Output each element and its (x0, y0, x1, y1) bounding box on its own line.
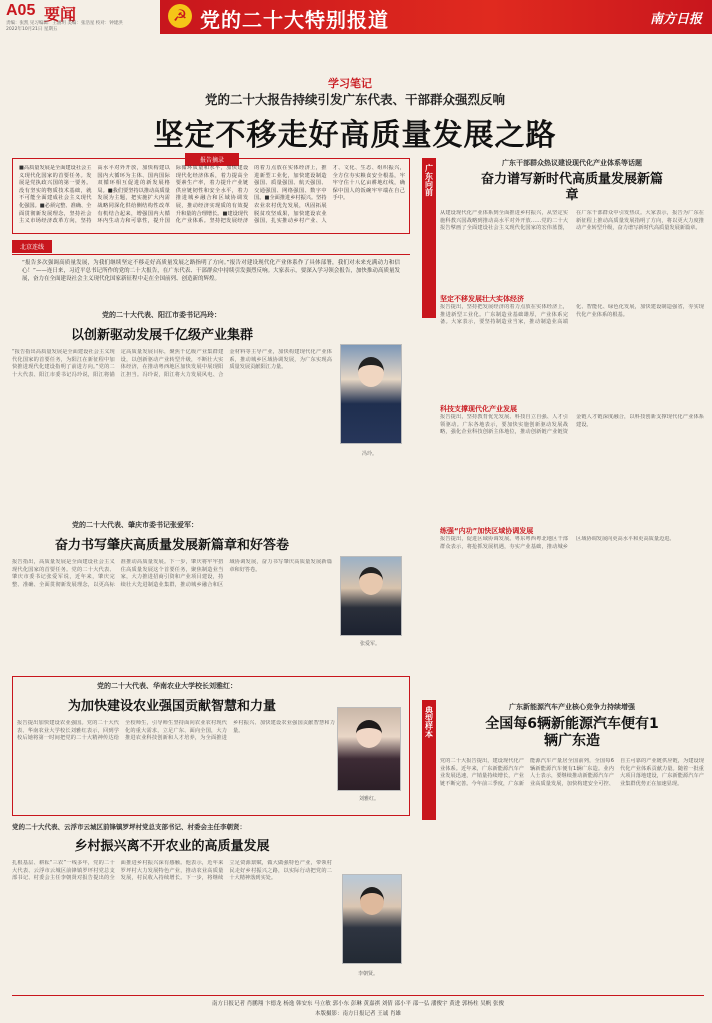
r1-subhead-1: 坚定不移发展壮大实体经济 (440, 295, 524, 303)
page-header (0, 0, 712, 34)
r2-body: 党的二十大报告提出，建设现代化产业体系。近年来，广东新能源汽车产业发展迅速，产销量持续增长，产业链不断完善。今年前三季度，广东新能源汽车产量居全国前列，全国每6辆新能源汽车便有1辆广东造。业内人士表示，要继续推动新能源汽车产业高质量发展，加快构建安全可控、自主可靠的产业链供应链，为建设现代化产业体系贡献力量。随着一批重大项目落地建设，广东新能源汽车产业集群优势正在加速显现。 (440, 758, 704, 787)
r1-subhead-3: 练强“内功”加快区域协调发展 (440, 527, 534, 535)
page-number: A05 (6, 2, 36, 19)
a1-kicker: 党的二十大代表、阳江市委书记冯玲： (102, 311, 221, 319)
a4-photo (342, 874, 402, 964)
banner-title: 党的二十大特别报道 (200, 8, 389, 32)
a3-caption: 刘雅红。 (359, 796, 380, 802)
r2-title: 全国每6辆新能源汽车便有1辆广东造 (485, 716, 659, 749)
a2-body: 报告指出，高质量发展是全面建设社会主义现代化国家的首要任务。党的二十大代表、肇庆市委书记张爱军说，近年来，肇庆完整、准确、全面贯彻新发展理念，以更高标准推动高质量发展。下一步，肇庆将牢牢扭住高质量发展这个首要任务，聚焦制造业当家，大力推进招商引资和产业项目建设，持续壮大先进制造业集群，推动城乡融合和区域协调发展，奋力书写肇庆高质量发展新篇章和好答卷。 (12, 559, 332, 588)
article-scau (12, 676, 410, 816)
a2-title: 奋力书写肇庆高质量发展新篇章和好答卷 (54, 538, 289, 553)
a4-body: 扎根基层、耕耘“三农”一线多年，党的二十大代表、云浮市云城区前锋镇罗坪村党总支部书记、村委会主任李朝贤对报告提出的全面推进乡村振兴深有感触。他表示，近年来罗坪村大力发展特色产业，推动农业高质量发展，村民收入持续增长。下一步，将继续立足资源禀赋，做大做强特色产业，带领村民走好乡村振兴之路，以实际行动把党的二十大精神落到实处。 (12, 860, 332, 882)
article-zhaoqing (12, 520, 410, 670)
r1-kicker: 广东干部群众热议建设现代化产业体系等话题 (502, 159, 642, 167)
main-headline: 坚定不移走好高质量发展之路 (153, 118, 557, 153)
right-article-1 (440, 158, 704, 698)
study-tag-label: 学习笔记 (328, 77, 372, 90)
party-emblem-icon: ☭ (168, 4, 192, 28)
excerpt-label: 报告摘录 (185, 153, 239, 166)
study-subtitle: 党的二十大报告持续引发广东代表、干部群众强烈反响 (204, 92, 505, 107)
a2-caption: 张爱军。 (360, 641, 381, 647)
a1-caption: 冯玲。 (362, 451, 378, 457)
a3-body: 报告提出加快建设农业强国。党的二十大代表、华南农业大学校长刘雅红表示，回到学校后她将第一时间把党的二十大精神传达给全校师生，引导师生坚持面向农业农村现代化的重大需求，立足广东、面向全国，大力推进农业科技创新和人才培养，为全面推进乡村振兴、加快建设农业强国贡献智慧和力量。 (17, 720, 335, 742)
beijing-label: 北京连线 (12, 240, 52, 253)
beijing-text: “报告多次强调高质量发展，为我们继续坚定不移走好高质量发展之路指明了方向。”报告对建设现代化产业体系作了具体部署，我们对未来充满动力和信心！”——连日来，习近平总书记所作的党的二十大报告，在广东代表、干部群众中持续引发强烈反响。大家表示，要深入学习领会报告，加快推动高质量发展，奋力在全面建设社会主义现代化国家新征程中走在全国前列、创造新的辉煌。 (22, 260, 400, 282)
side-tab-sample (422, 700, 436, 820)
side-tab-label: 广东向前 (424, 164, 434, 196)
a3-photo (337, 707, 401, 791)
newspaper-logo: 南方日报 (649, 12, 702, 27)
section-name: 要闻 (44, 5, 77, 24)
a4-title: 乡村振兴离不开农业的高质量发展 (74, 839, 270, 854)
r1-title: 奋力谱写新时代高质量发展新篇章 (480, 172, 663, 203)
beijing-section (12, 240, 410, 304)
special-banner (160, 0, 712, 34)
study-tag (290, 72, 410, 91)
r2-kicker: 广东新能源汽车产业核心竞争力持续增强 (509, 703, 635, 711)
article-luoping (12, 822, 410, 990)
r1-subhead-2: 科技支撑现代化产业发展 (440, 405, 517, 413)
a2-kicker: 党的二十大代表、肇庆市委书记张爱军： (72, 521, 198, 529)
r1-body: 从建设现代化产业体系到全面推进乡村振兴，从坚定实施科教兴国战略到推动高水平对外开放……党的二十大报告擘画了全面建设社会主义现代化国家的宏伟蓝图，在广东干部群众中引发热议。大家表示，报告为广东在新征程上推动高质量发展指明了方向，将以更大力度推动产业转型升级，奋力谱写新时代高质量发展新篇章。 (440, 210, 704, 232)
footer-reporters: 南方日报记者 肖鹏翔 卞德龙 杨逸 韩安东 马立敏 郭小东 彭琳 黄嘉祺 刘倩 邵小平 邵一弘 潘俊宇 黄进 郭杨柱 吴帆 张俊 (212, 1001, 504, 1007)
a3-title: 为加快建设农业强国贡献智慧和力量 (67, 699, 276, 714)
a1-body: “报告指出高质量发展是全面建设社会主义现代化国家的首要任务，为阳江在新征程中加快推进现代化建设指明了前进方向。”党的二十大代表、阳江市委书记冯玲说，阳江将锚定高质量发展目标，聚焦千亿级产业集群建设，以创新驱动产业转型升级，不断壮大实体经济，在推动粤西地区加快发展中展现阳江担当。冯玲说，阳江将大力发展风电、合金材料等主导产业，加快构建现代化产业体系，推动城乡区域协调发展，为广东实现高质量发展贡献阳江力量。 (12, 349, 332, 378)
a4-kicker: 党的二十大代表、云浮市云城区前锋镇罗坪村党总支部书记、村委会主任李朝贤： (12, 823, 246, 831)
article-yangjiang (12, 310, 410, 520)
a3-kicker: 党的二十大代表、华南农业大学校长刘雅红： (97, 682, 237, 690)
right-article-2 (440, 702, 704, 1002)
side-tab-label-2: 典型样本 (424, 706, 434, 738)
header-credits: 责编：张凯 见习编辑：王涵玥 美编：张浩星 校对：钟建洪 (6, 21, 123, 26)
r1-body-2: 报告提出，坚持教育优先发展、科技自立自强、人才引领驱动。广东各地表示，要加快实施创新驱动发展战略，强化企业科技创新主体地位，推动创新链产业链资金链人才链深度融合，以科技创新支撑现代化产业体系建设。 (440, 414, 704, 436)
a1-photo (340, 344, 402, 444)
excerpt-box (12, 158, 410, 234)
r1-body-3: 报告提出，促进区域协调发展。粤东粤西粤北地区干部群众表示，将抢抓发展机遇，夯实产业基础，推动城乡区域协调发展向更高水平和更高质量迈进。 (440, 536, 675, 550)
excerpt-text: ■高质量发展是全面建设社会主义现代化国家的首要任务。发展是党执政兴国的第一要务。没有坚实的物质技术基础，就不可能全面建成社会主义现代化强国。■必须完整、准确、全面贯彻新发展理念，坚持社会主义市场经济改革方向，坚持高水平对外开放，加快构建以国内大循环为主体、国内国际双循环相互促进的新发展格局。■我们要坚持以推动高质量发展为主题，把实施扩大内需战略同深化供给侧结构性改革有机结合起来，增强国内大循环内生动力和可靠性，提升国际循环质量和水平，加快建设现代化经济体系，着力提高全要素生产率，着力提升产业链供应链韧性和安全水平，着力推进城乡融合和区域协调发展，推动经济实现质的有效提升和量的合理增长。■建设现代化产业体系。坚持把发展经济的着力点放在实体经济上，推进新型工业化，加快建设制造强国、质量强国、航天强国、交通强国、网络强国、数字中国。■全面推进乡村振兴。坚持农业农村优先发展，巩固拓展脱贫攻坚成果，加快建设农业强国，扎实推动乡村产业、人才、文化、生态、组织振兴，全方位夯实粮食安全根基，牢牢守住十八亿亩耕地红线，确保中国人的饭碗牢牢端在自己手中。 (19, 165, 405, 225)
header-date: 2022年10月21日 星期五 (6, 27, 58, 32)
footer-notes: 本版摄影：南方日报记者 王诚 肖雄 (315, 1011, 401, 1017)
r1-body-1: 报告提出，坚持把发展经济的着力点放在实体经济上，推进新型工业化。广东制造业基础雄厚，产业体系完备。大家表示，要坚持制造业当家，推动制造业高端化、智能化、绿色化发展，加快建设制造强省，夯实现代化产业体系的根基。 (440, 304, 704, 326)
a2-photo (340, 556, 402, 636)
a1-title: 以创新驱动发展千亿级产业集群 (70, 328, 253, 343)
side-tab-guangdong (422, 158, 436, 318)
a4-caption: 李朝贤。 (358, 971, 379, 977)
